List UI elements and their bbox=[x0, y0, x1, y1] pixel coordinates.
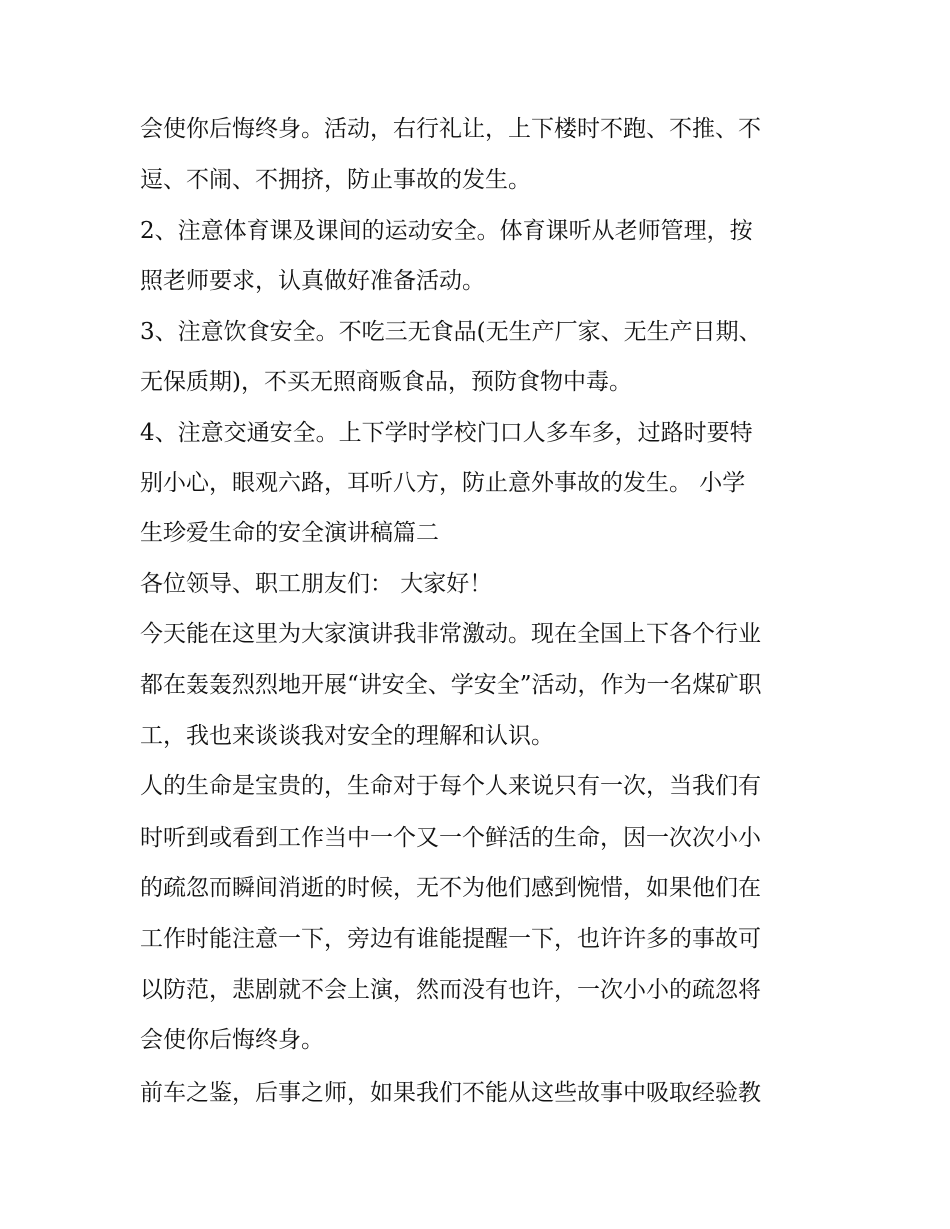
text-line: 4、注意交通安全。上下学时学校门口人多车多，过路时要特 bbox=[140, 420, 753, 446]
greeting-line: 各位领导、职工朋友们： 大家好！ bbox=[140, 571, 493, 597]
text-line: 工作时能注意一下，旁边有谁能提醒一下，也许许多的事故可 bbox=[140, 926, 761, 952]
text-line: 时听到或看到工作当中一个又一个鲜活的生命，因一次次小小 bbox=[140, 825, 761, 851]
text-line: 工，我也来谈谈我对安全的理解和认识。 bbox=[140, 723, 554, 749]
text-line: 3、注意饮食安全。不吃三无食品(无生产厂家、无生产日期、 bbox=[140, 319, 762, 345]
text-line: 的疏忽而瞬间消逝的时候，无不为他们感到惋惜，如果他们在 bbox=[140, 875, 761, 901]
text-line: 别小心，眼观六路，耳听八方，防止意外事故的发生。 小学 bbox=[140, 470, 746, 496]
section-heading: 生珍爱生命的安全演讲稿篇二 bbox=[140, 520, 439, 546]
text-line: 以防范，悲剧就不会上演，然而没有也许，一次小小的疏忽将 bbox=[140, 977, 761, 1003]
text-line: 会使你后悔终身。活动，右行礼让，上下楼时不跑、不推、不 bbox=[140, 116, 761, 142]
text-line: 人的生命是宝贵的，生命对于每个人来说只有一次，当我们有 bbox=[140, 773, 761, 799]
text-line: 照老师要求，认真做好准备活动。 bbox=[140, 268, 485, 294]
text-line: 2、注意体育课及课间的运动安全。体育课听从老师管理，按 bbox=[140, 218, 753, 244]
text-line: 都在轰轰烈烈地开展“讲安全、学安全”活动，作为一名煤矿职 bbox=[140, 672, 762, 698]
text-line: 逗、不闹、不拥挤，防止事故的发生。 bbox=[140, 167, 531, 193]
text-line: 前车之鉴，后事之师，如果我们不能从这些故事中吸取经验教 bbox=[140, 1080, 761, 1106]
text-line: 无保质期)，不买无照商贩食品，预防食物中毒。 bbox=[140, 369, 632, 395]
text-line: 今天能在这里为大家演讲我非常激动。现在全国上下各个行业 bbox=[140, 621, 761, 647]
text-line: 会使你后悔终身。 bbox=[140, 1027, 324, 1053]
